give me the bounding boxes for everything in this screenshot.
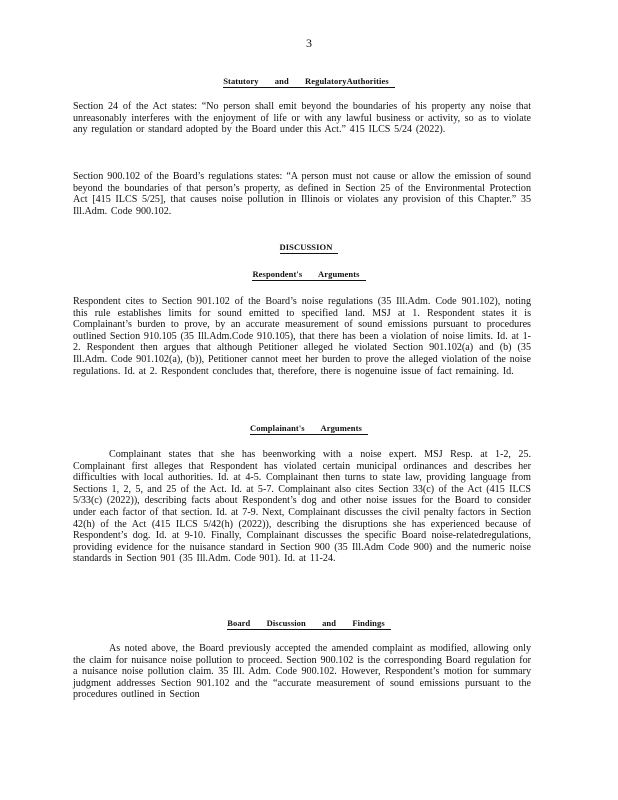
heading-respondents-arguments: Respondent's Arguments [0,269,618,281]
page-number: 3 [306,36,312,50]
heading-discussion: DISCUSSION [0,242,618,254]
heading-complainants-arguments: Complainant's Arguments [0,423,618,435]
paragraph-section-900-102: Section 900.102 of the Board’s regulations states: “A person must not cause or allow the emission of sound beyond the boundaries of that person’s property, as defined in Section 25 of the Environmental Protection Act [415 ILCS 5/25], that causes noise pollution in Illinois or violates any provision of this Chapter.” 35 Ill.Adm. Code 900.102. [73,171,531,217]
paragraph-section-24: Section 24 of the Act states: “No person shall emit beyond the boundaries of his property any noise that unreasonably interferes with the enjoyment of life or with any lawful business or activity, so as to violate any regulation or standard adopted by the Board under this Act.” 415 ILCS 5/24 (2022). [73,101,531,136]
paragraph-board-discussion: As noted above, the Board previously accepted the amended complaint as modified, allowing only the claim for nuisance noise pollution to proceed. Section 900.102 is the corresponding Board regulation for a nuisance noise pollution claim. 35 Ill. Adm. Code 900.102. However, Respondent’s motion for summary judgment addresses Section 901.102 and the “accurate measurement of sound emissions pursuant to the procedures outlined in Section [73,643,531,701]
heading-board-discussion-findings: Board Discussion and Findings [0,618,618,630]
paragraph-respondent-arguments: Respondent cites to Section 901.102 of the Board’s noise regulations (35 Ill.Adm. Code 901.102), noting this rule establishes limits for sound emitted to specified land. MSJ at 1. Respondent states it is Complainant’s burden to prove, by an accurate measurement of sound emissions pursuant to procedures outlined Section 910.105 (35 Ill.Adm.Code 910.105), that there has been a violation of noise limits. Id. at 1-2. Respondent then argues that although Petitioner alleged he violated Section 901.102(a) and (b) (35 Ill.Adm. Code 901.102(a), (b)), Petitioner cannot meet her burden to prove the alleged violation of the noise regulations. Id. at 2. Respondent concludes that, therefore, there is nogenuine issue of fact remaining. Id. [73,296,531,377]
paragraph-complainant-arguments: Complainant states that she has beenworking with a noise expert. MSJ Resp. at 1-2, 25. Complainant first alleges that Respondent has violated certain municipal ordinances and describes her difficulties with local authorities. Id. at 4-5. Complainant then turns to state law, providing language from Sections 1, 2, 5, and 25 of the Act. Id. at 5-7. Complainant also cites Section 33(c) of the Act (415 ILCS 5/33(c) (2022)), describing facts about Respondent’s dog and other noise issues for the Board to consider under each factor of that section. Id. at 7-9. Next, Complainant discusses the civil penalty factors in Section 42(h) of the Act (415 ILCS 5/42(h) (2022)), describing the disruptions she has experienced because of Respondent’s dog. Id. at 9-10. Finally, Complainant discusses the specific Board noise-relatedregulations, providing evidence for the nuisance standard in Section 900 (35 Ill.Adm Code 900) and the numeric noise standards in Section 901 (35 Ill.Adm. Code 901). Id. at 11-24. [73,449,531,565]
heading-statutory-authorities: Statutory and RegulatoryAuthorities [0,76,618,88]
